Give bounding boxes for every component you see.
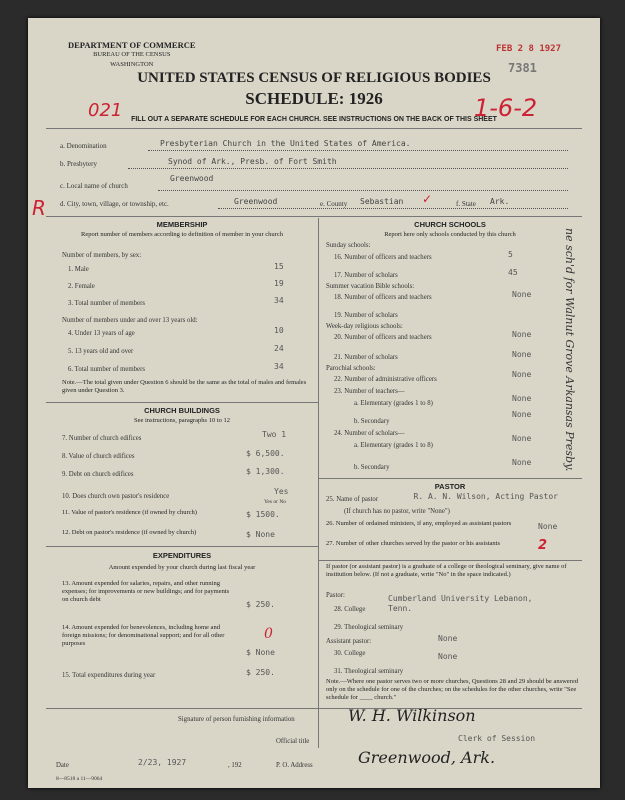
q2-value: 19 bbox=[274, 279, 284, 288]
members-by-sex-label: Number of members, by sex: bbox=[62, 252, 142, 259]
grad-note: If pastor (or assistant pastor) is a graduate of a college or theological seminary, give name of institution below. (If not a graduate, write "No" in the space indicated.) bbox=[326, 563, 567, 578]
state-label: f. State bbox=[456, 200, 476, 208]
q10-value: Yes bbox=[274, 487, 289, 496]
q31-label: 31. Theological seminary bbox=[334, 668, 404, 675]
buildings-subtitle: See instructions, paragraphs 10 to 12 bbox=[133, 417, 231, 424]
q25-value: R. A. N. Wilson, Acting Pastor bbox=[413, 492, 558, 501]
bureau-city: WASHINGTON bbox=[110, 61, 154, 68]
stamp-number: 7381 bbox=[508, 61, 537, 75]
q16-label: 16. Number of officers and teachers bbox=[334, 254, 432, 261]
q24b-label: b. Secondary bbox=[354, 464, 390, 471]
q6-value: 34 bbox=[274, 362, 284, 371]
signature-label: Signature of person furnishing information bbox=[178, 716, 295, 723]
q31-value: None bbox=[438, 652, 458, 661]
q9-label: 9. Debt on church edifices bbox=[62, 471, 134, 478]
q23b-value: None bbox=[512, 410, 532, 419]
county-value: Sebastian bbox=[360, 197, 404, 206]
church-name-value: Greenwood bbox=[170, 174, 214, 183]
membership-note: Note.—The total given under Question 6 should be the same as the total of males and females given under Question 3. bbox=[62, 379, 307, 394]
bureau-name: BUREAU OF THE CENSUS bbox=[93, 51, 171, 58]
q2-label: 2. Female bbox=[68, 283, 95, 290]
expenditures-subtitle: Amount expended by your church during last fiscal year bbox=[108, 564, 256, 571]
q8-value: $ 6,500. bbox=[246, 449, 285, 458]
pastor-title: PASTOR bbox=[434, 482, 466, 491]
q24a-value: None bbox=[512, 434, 532, 443]
presbytery-label: b. Presbytery bbox=[60, 160, 97, 168]
q26-value: None bbox=[538, 522, 558, 531]
q22-label: 22. Number of administrative officers bbox=[334, 376, 437, 383]
q9-value: $ 1,300. bbox=[246, 467, 285, 476]
q20-value: None bbox=[512, 330, 532, 339]
q27-value: 2 bbox=[538, 538, 548, 553]
department-header bbox=[68, 40, 196, 70]
q3-label: 3. Total number of members bbox=[68, 300, 145, 307]
q17-value: 45 bbox=[508, 268, 518, 277]
sunday-label: Sunday schools: bbox=[326, 242, 371, 249]
presbytery-value: Synod of Ark., Presb. of Fort Smith bbox=[168, 157, 337, 166]
q14-handwritten: 0 bbox=[264, 626, 273, 642]
weekday-label: Week-day religious schools: bbox=[326, 323, 403, 330]
q16-value: 5 bbox=[508, 250, 513, 259]
q21-value: None bbox=[512, 350, 532, 359]
q11-value: $ 1500. bbox=[246, 510, 280, 519]
po-address-value: Greenwood, Ark. bbox=[358, 748, 496, 767]
q11-label: 11. Value of pastor's residence (if owned by church) bbox=[62, 509, 197, 516]
buildings-rule bbox=[46, 402, 318, 403]
schools-title: CHURCH SCHOOLS bbox=[414, 220, 486, 229]
q3-value: 34 bbox=[274, 296, 284, 305]
sections-top-rule bbox=[46, 216, 582, 217]
q14-value: $ None bbox=[246, 648, 275, 657]
received-date-stamp: FEB 2 8 1927 bbox=[496, 44, 562, 54]
date-suffix: , 192 bbox=[228, 762, 242, 769]
q28-label: 28. College bbox=[334, 606, 366, 613]
official-title-value: Clerk of Session bbox=[458, 734, 536, 743]
county-label: e. County bbox=[320, 200, 348, 208]
q30-label: 30. College bbox=[334, 650, 366, 657]
q5-value: 24 bbox=[274, 344, 284, 353]
q4-value: 10 bbox=[274, 326, 284, 335]
q23-label: 23. Number of teachers— bbox=[334, 388, 405, 395]
date-label: Date bbox=[56, 762, 69, 769]
form-instruction: FILL OUT A SEPARATE SCHEDULE FOR EACH CHURCH. SEE INSTRUCTIONS ON THE BACK OF THIS SHEET bbox=[131, 116, 497, 123]
denomination-label: a. Denomination bbox=[60, 142, 107, 150]
pastor-sub-label: Pastor: bbox=[326, 592, 345, 599]
q21-label: 21. Number of scholars bbox=[334, 354, 398, 361]
presbytery-line bbox=[128, 168, 568, 169]
q7-label: 7. Number of church edifices bbox=[62, 435, 142, 442]
q12-label: 12. Debt on pastor's residence (if owned by church) bbox=[62, 529, 197, 536]
q22-value: None bbox=[512, 370, 532, 379]
census-schedule-page bbox=[28, 18, 600, 788]
q15-value: $ 250. bbox=[246, 668, 275, 677]
official-title-label: Official title bbox=[276, 738, 310, 745]
q24a-label: a. Elementary (grades 1 to 8) bbox=[354, 442, 433, 449]
red-code-annotation: 021 bbox=[88, 100, 123, 121]
yes-no-hint: Yes or No bbox=[264, 499, 287, 505]
q27-label: 27. Number of other churches served by the pastor or his assistants bbox=[326, 540, 501, 547]
q4-label: 4. Under 13 years of age bbox=[68, 330, 135, 337]
membership-title: MEMBERSHIP bbox=[156, 220, 208, 229]
q29-label: 29. Theological seminary bbox=[334, 624, 404, 631]
po-address-label: P. O. Address bbox=[276, 762, 313, 769]
pastor-rule bbox=[318, 478, 582, 479]
membership-subtitle: Report number of members according to definition of member in your church bbox=[81, 231, 283, 238]
q24b-value: None bbox=[512, 458, 532, 467]
q14-label: 14. Amount expended for benevolences, including home and foreign missions; for denominational support; and for all other purposes bbox=[62, 624, 225, 647]
q30-value: None bbox=[438, 634, 458, 643]
q7-value: Two 1 bbox=[262, 430, 287, 439]
q20-label: 20. Number of officers and teachers bbox=[334, 334, 432, 341]
expenditures-rule bbox=[46, 546, 318, 547]
form-title: UNITED STATES CENSUS OF RELIGIOUS BODIES bbox=[137, 70, 491, 86]
city-line bbox=[218, 208, 568, 209]
instruction-rule bbox=[46, 128, 582, 129]
q19-label: 19. Number of scholars bbox=[334, 312, 398, 319]
q1-label: 1. Male bbox=[68, 266, 89, 273]
q25-label: 25. Name of pastor bbox=[326, 496, 379, 503]
summer-label: Summer vacation Bible schools: bbox=[326, 283, 415, 290]
denomination-value: Presbyterian Church in the United States of America. bbox=[160, 139, 411, 148]
q5-label: 5. 13 years old and over bbox=[68, 348, 134, 355]
grad-rule bbox=[318, 560, 582, 561]
schedule-title: SCHEDULE: 1926 bbox=[245, 89, 383, 108]
date-value: 2/23, 1927 bbox=[138, 758, 187, 767]
signature-value: W. H. Wilkinson bbox=[348, 706, 476, 725]
buildings-title: CHURCH BUILDINGS bbox=[144, 406, 220, 415]
church-name-label: c. Local name of church bbox=[60, 182, 128, 190]
q25-hint: (If church has no pastor, write "None") bbox=[344, 508, 450, 515]
pastor-note: Note.—Where one pastor serves two or more churches, Questions 28 and 29 should be answered only on the schedule for one of the churches; on the schedules for the other churches, write "See schedule for ____ church." bbox=[326, 678, 578, 701]
schools-subtitle: Report here only schools conducted by this church bbox=[384, 231, 516, 238]
q6-label: 6. Total number of members bbox=[68, 366, 145, 373]
state-value: Ark. bbox=[490, 197, 510, 206]
q12-value: $ None bbox=[246, 530, 275, 539]
q24-label: 24. Number of scholars— bbox=[334, 430, 405, 437]
footer-rule bbox=[46, 708, 582, 709]
q18-label: 18. Number of officers and teachers bbox=[334, 294, 432, 301]
q18-value: None bbox=[512, 290, 532, 299]
q23b-label: b. Secondary bbox=[354, 418, 390, 425]
handwritten-side-note: ne sch'd for Walnut Grove Arkansas Presby. bbox=[563, 228, 576, 472]
q17-label: 17. Number of scholars bbox=[334, 272, 398, 279]
q1-value: 15 bbox=[274, 262, 284, 271]
county-check-mark: ✓ bbox=[422, 192, 433, 206]
red-r-mark: R bbox=[32, 196, 46, 220]
asst-pastor-label: Assistant pastor: bbox=[326, 638, 372, 645]
expenditures-title: EXPENDITURES bbox=[152, 551, 212, 560]
q8-label: 8. Value of church edifices bbox=[62, 453, 135, 460]
q10-label: 10. Does church own pastor's residence bbox=[62, 493, 170, 500]
age-head-label: Number of members under and over 13 years old: bbox=[62, 317, 198, 324]
dept-name: DEPARTMENT OF COMMERCE bbox=[68, 40, 196, 50]
red-id-annotation: 1-6-2 bbox=[474, 94, 538, 122]
q13-value: $ 250. bbox=[246, 600, 275, 609]
city-value: Greenwood bbox=[234, 197, 278, 206]
city-label: d. City, town, village, or township, etc. bbox=[60, 200, 169, 208]
q23a-value: None bbox=[512, 394, 532, 403]
form-number: 8—8518 a 11—9064 bbox=[56, 776, 103, 782]
q13-label: 13. Amount expended for salaries, repairs, and other running expenses; for improvements or new buildings; and for payments on church debt bbox=[62, 580, 230, 603]
q28-value: Cumberland University Lebanon, Tenn. bbox=[388, 594, 533, 613]
church-name-line bbox=[158, 190, 568, 191]
q26-label: 26. Number of ordained ministers, if any, employed as assistant pastors bbox=[326, 520, 512, 527]
q15-label: 15. Total expenditures during year bbox=[62, 672, 156, 679]
denomination-line bbox=[148, 150, 568, 151]
parochial-label: Parochial schools: bbox=[326, 365, 376, 372]
q23a-label: a. Elementary (grades 1 to 8) bbox=[354, 400, 433, 407]
